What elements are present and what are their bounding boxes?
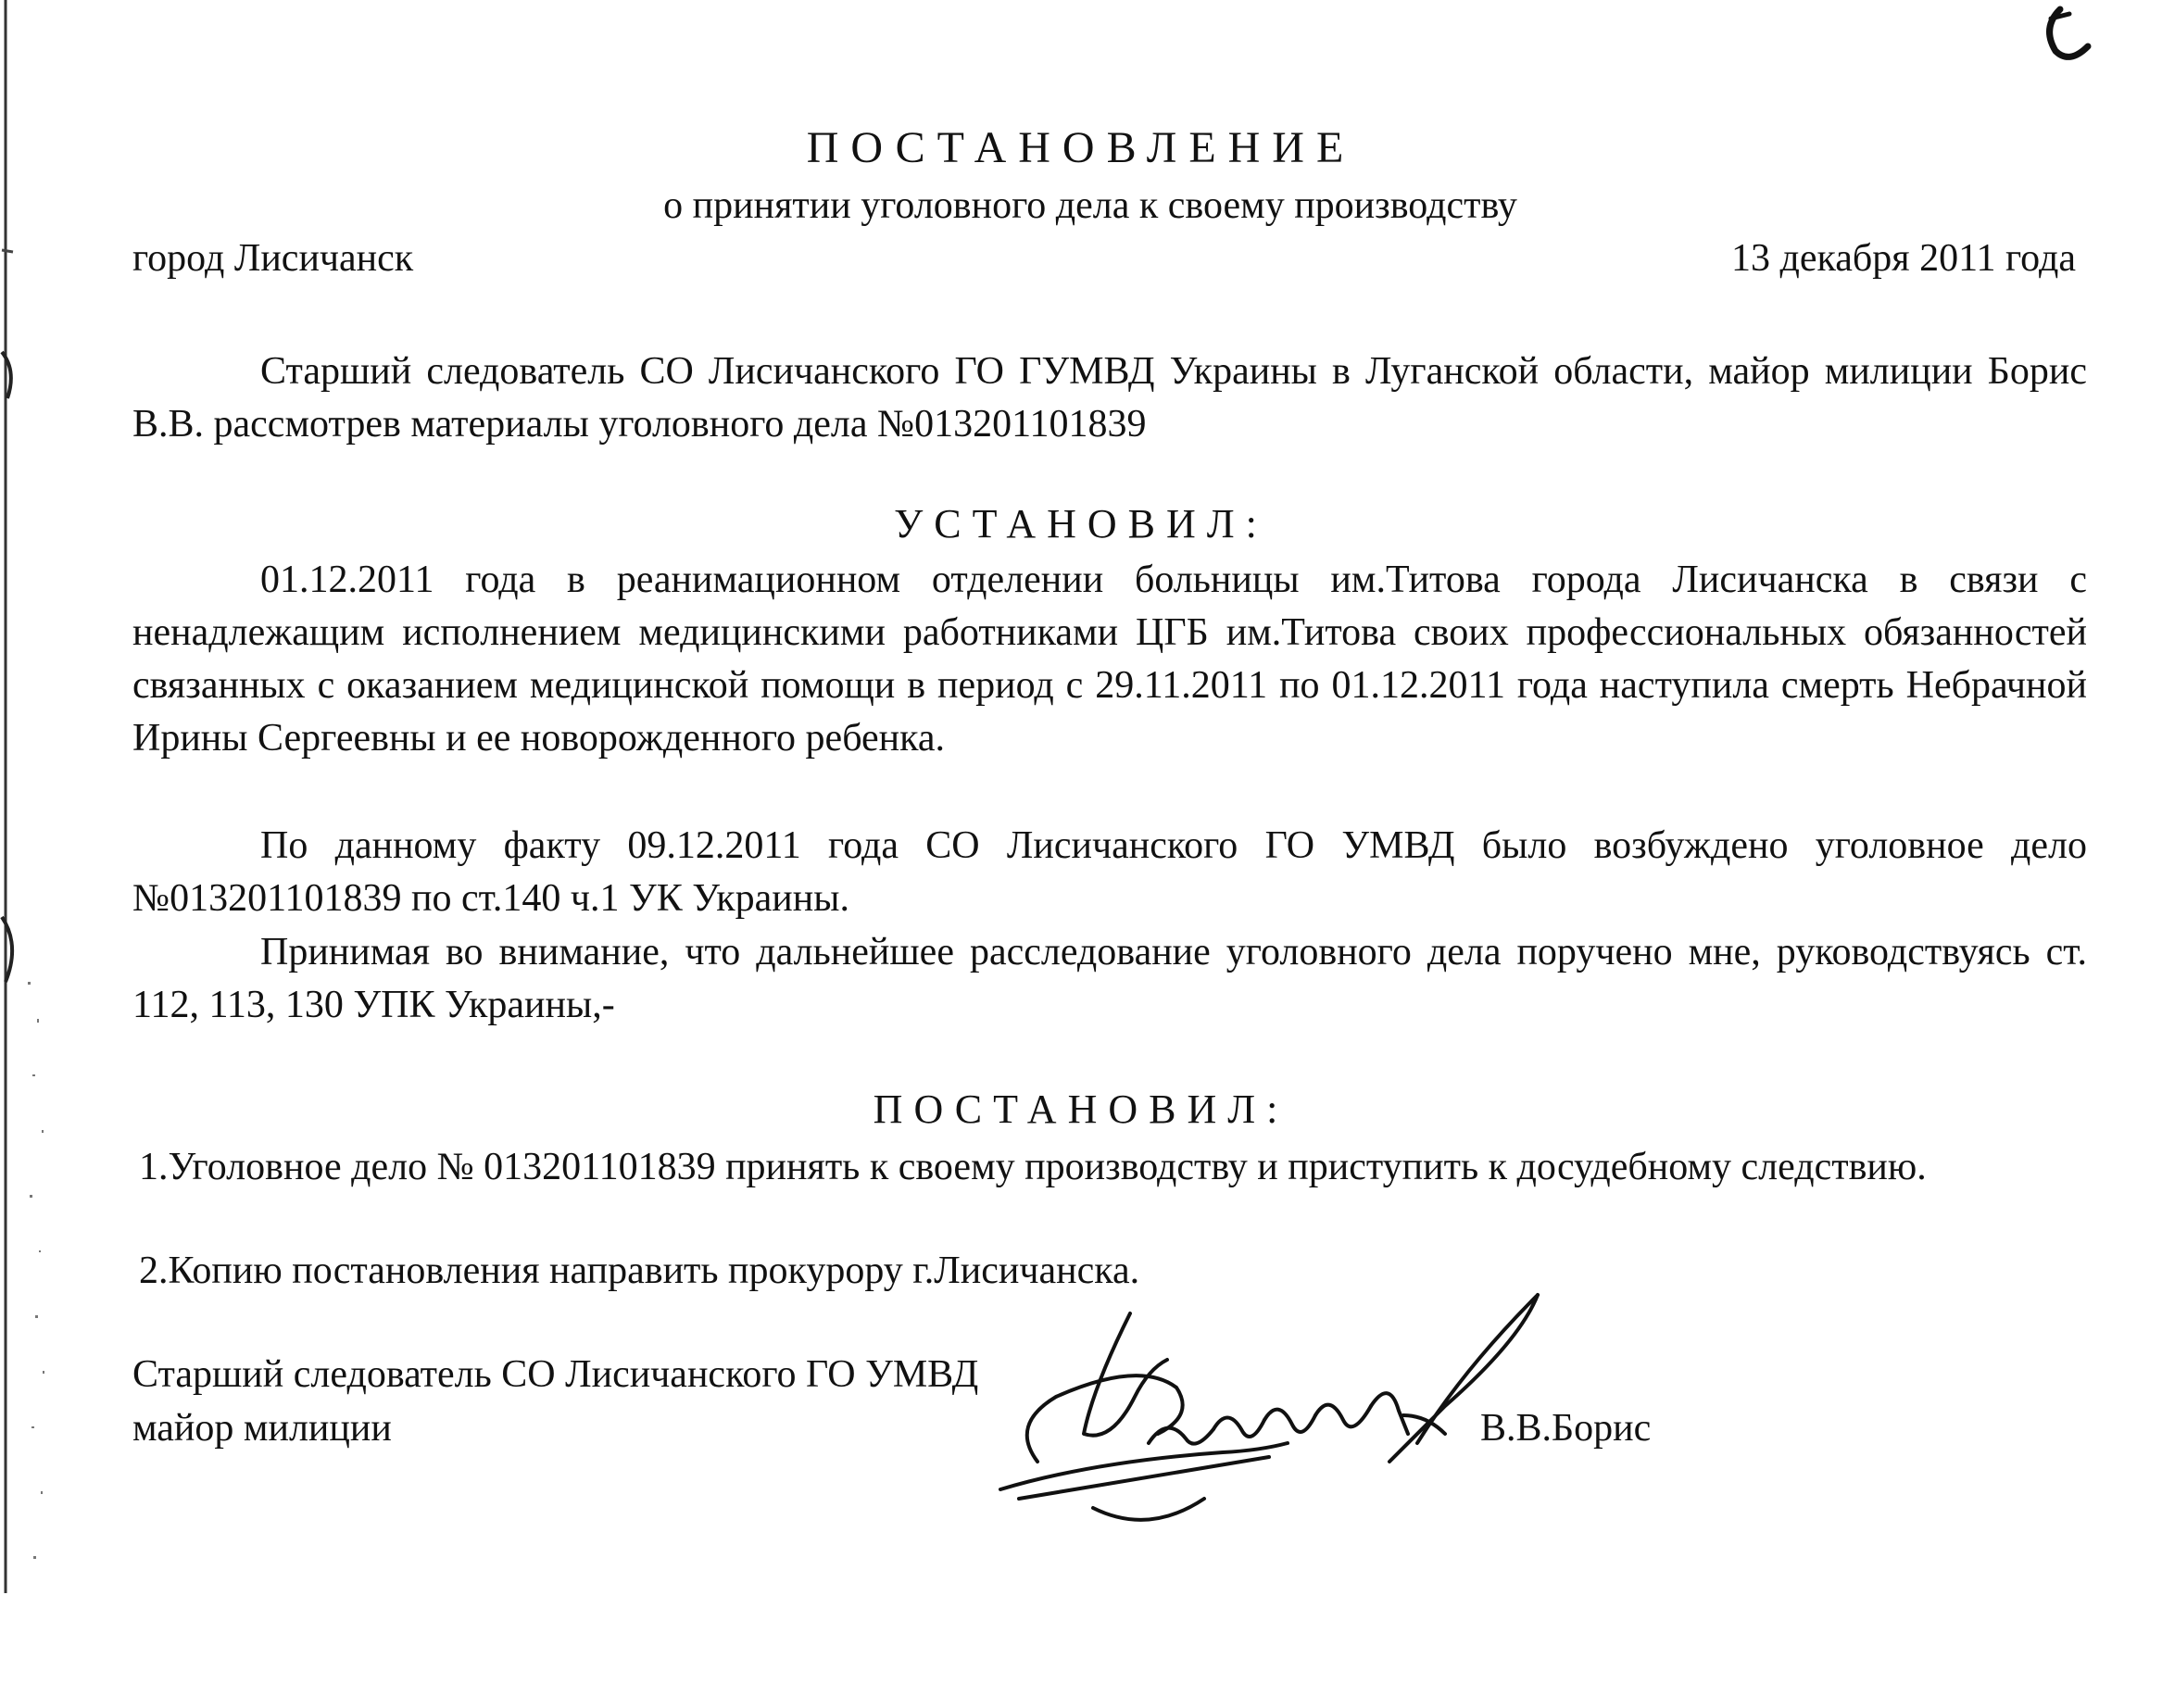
decided-heading: ПОСТАНОВИЛ: (873, 1086, 1289, 1132)
signature-icon (982, 1276, 1556, 1545)
intro-paragraph: Старший следователь СО Лисичанского ГО ГУМВД Украины в Луганской области, майор милиции Борис В.В. рассмотрев материалы уголовного дела №013201101839 (132, 350, 2087, 446)
decided-item-2: 2.Копию постановления направить прокурору г.Лисичанска. (139, 1250, 1140, 1292)
signer-name: В.В.Борис (1480, 1407, 1652, 1450)
signer-position: Старший следователь СО Лисичанского ГО УМВД (132, 1353, 979, 1396)
decided-item-1: 1.Уголовное дело № 013201101839 принять к своему производству и приступить к досудебному следствию. (139, 1146, 1927, 1188)
signer-rank: майор милиции (132, 1407, 392, 1450)
established-paragraph-1: 01.12.2011 года в реанимационном отделении больницы им.Титова города Лисичанска в связи с ненадлежащим исполнением медицинскими работниками ЦГБ им.Титова своих профессиональных обязанностей связанных с оказанием медицинской помощи в период с 29.11.2011 по 01.12.2011 года наступила смерть Небрачной Ирины Сергеевны и ее новорожденного ребенка. (132, 559, 2087, 760)
document-subtitle: о принятии уголовного дела к своему производству (663, 184, 1517, 227)
established-heading: УСТАНОВИЛ: (894, 501, 1268, 546)
scan-edge-artifact (0, 0, 74, 1593)
document-date: 13 декабря 2011 года (1730, 237, 2076, 280)
document-place: город Лисичанск (132, 237, 414, 280)
established-paragraph-2: По данному факту 09.12.2011 года СО Лисичанского ГО УМВД было возбуждено уголовное дело №013201101839 по ст.140 ч.1 УК Украины. (132, 824, 2087, 920)
established-paragraph-3: Принимая во внимание, что дальнейшее расследование уголовного дела поручено мне, руководствуясь ст. 112, 113, 130 УПК Украины,- (132, 931, 2087, 1026)
handwritten-mark (2005, 0, 2106, 74)
document-title: ПОСТАНОВЛЕНИЕ (806, 123, 1356, 172)
